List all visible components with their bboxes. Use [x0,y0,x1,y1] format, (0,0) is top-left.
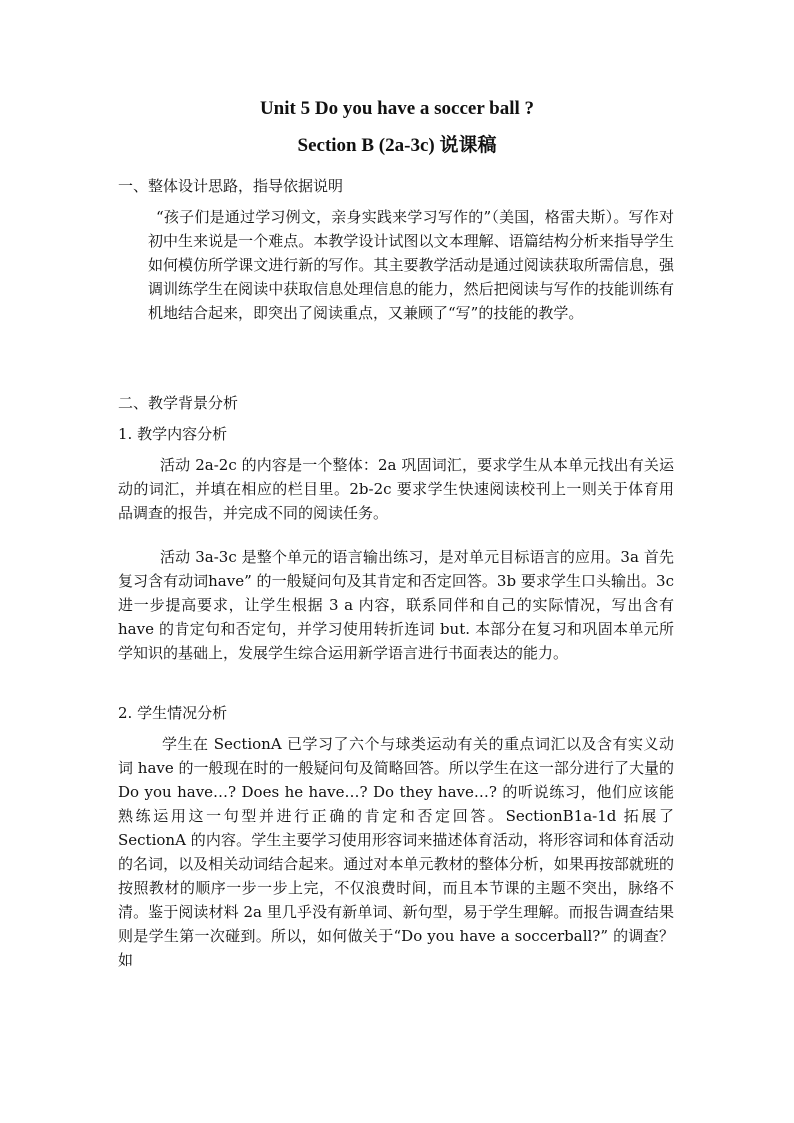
document-title: Unit 5 Do you have a soccer ball ? [259,98,535,119]
paragraph-overall-design: “孩子们是通过学习例文，亲身实践来学习写作的”（美国，格雷夫斯）。写作对初中生来说是一个难点。本教学设计试图以文本理解、语篇结构分析来指导学生如何模仿所学课文进行新的写作。其主要教学活动是通过阅读获取所需信息，强调训练学生在阅读中获取信息处理信息的能力，然后把阅读与写作的技能训练有机地结合起来，即突出了阅读重点，又兼顾了“写”的技能的教学。 [148,208,674,322]
paragraph-content-2a-2c: 活动 2a-2c 的内容是一个整体：2a 巩固词汇，要求学生从本单元找出有关运动的词汇，并填在相应的栏目里。2b-2c 要求学生快速阅读校刊上一则关于体育用品调查的报告，并完成不同的阅读任务。 [118,456,674,522]
paragraph-content-3a-3c: 活动 3a-3c 是整个单元的语言输出练习，是对单元目标语言的应用。3a 首先复习含有动词have” 的一般疑问句及其肯定和否定回答。3b 要求学生口头输出。3c 进一步提高要求，让学生根据 3 a 内容，联系同伴和自己的实际情况，写出含有 have 的肯定句和否定句，并学习使用转折连词 but. 本部分在复习和巩固本单元所学知识的基础上，发展学生综合运用新学语言进行书面表达的能力。 [118,548,674,662]
document-subtitle: Section B (2a-3c) 说课稿 [297,135,497,156]
section-heading-overall-design: 一、整体设计思路，指导依据说明 [118,177,344,195]
subsection-heading-content: 1. 教学内容分析 [118,425,228,443]
subsection-heading-students: 2. 学生情况分析 [118,704,228,722]
section-heading-background: 二、教学背景分析 [118,394,239,412]
paragraph-students: 学生在 SectionA 已学习了六个与球类运动有关的重点词汇以及含有实义动词 have 的一般现在时的一般疑问句及简略回答。所以学生在这一部分进行了大量的 Do you have…? Does he have…? Do they have…? 的听说练习，他们应该能熟练运用这一句型并进行正确的肯定和否定回答。SectionB1a-1d 拓展了 SectionA 的内容。学生主要学习使用形容词来描述体育活动，将形容词和体育活动的名词，以及相关动词结合起来。通过对本单元教材的整体分析，如果再按部就班的按照教材的顺序一步一步上完，不仅浪费时间，而且本节课的主题不突出，脉络不清。鉴于阅读材料 2a 里几乎没有新单词、新句型，易于学生理解。而报告调查结果则是学生第一次碰到。所以，如何做关于“Do you have a soccerball?” 的调查？如 [118,735,674,969]
